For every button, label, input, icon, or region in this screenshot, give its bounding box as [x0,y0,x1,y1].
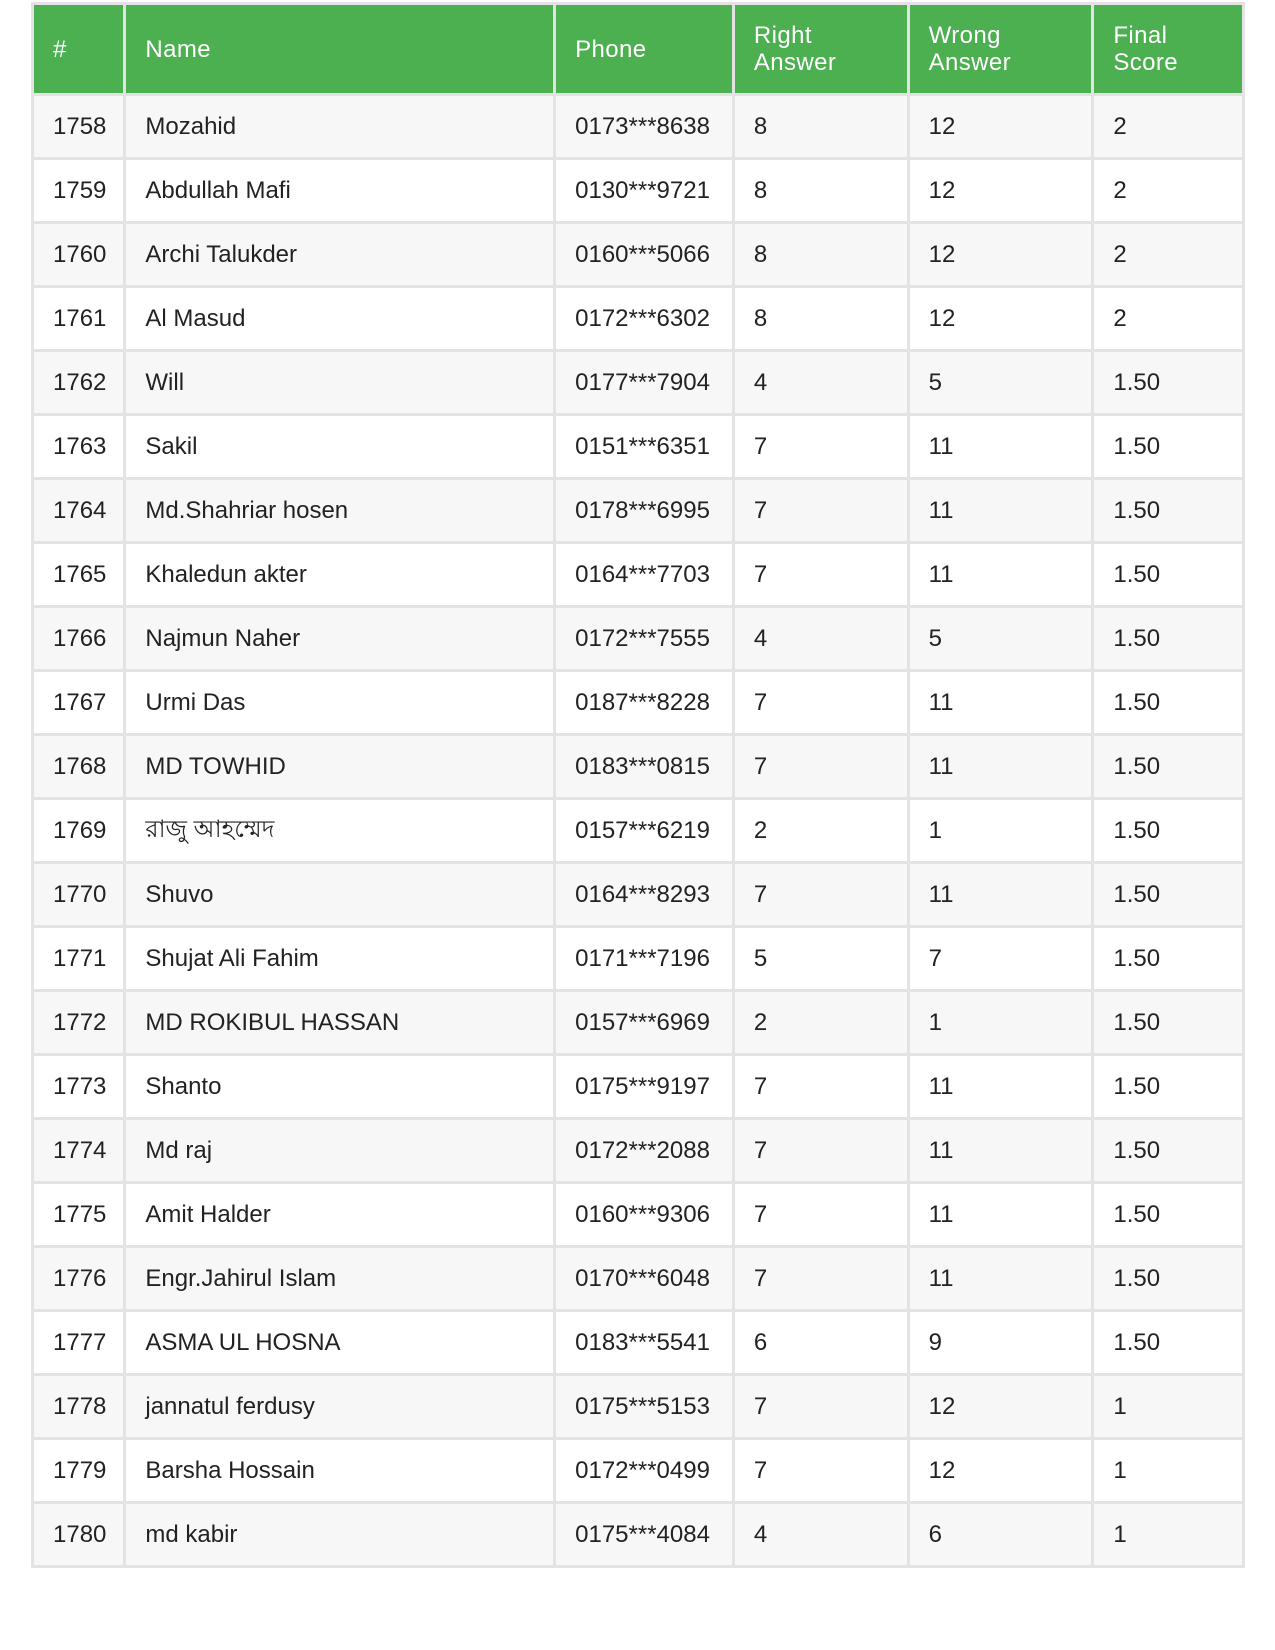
cell-name: Sakil [125,415,555,479]
cell-number: 1779 [33,1439,125,1503]
cell-name: Engr.Jahirul Islam [125,1247,555,1311]
cell-name: jannatul ferdusy [125,1375,555,1439]
cell-wrong-answer: 11 [908,671,1093,735]
cell-final-score: 1 [1093,1375,1244,1439]
cell-wrong-answer: 11 [908,415,1093,479]
cell-phone: 0164***7703 [555,543,734,607]
cell-wrong-answer: 11 [908,543,1093,607]
table-row [33,1183,1244,1247]
results-table [31,2,1245,1568]
column-header-final-score: Final Score [1093,4,1244,95]
cell-wrong-answer: 12 [908,95,1093,159]
cell-number: 1773 [33,1055,125,1119]
cell-number: 1762 [33,351,125,415]
cell-right-answer: 7 [733,863,908,927]
table-row [33,671,1244,735]
cell-final-score: 1.50 [1093,671,1244,735]
cell-wrong-answer: 1 [908,991,1093,1055]
table-row [33,735,1244,799]
cell-number: 1771 [33,927,125,991]
cell-number: 1775 [33,1183,125,1247]
cell-name: MD TOWHID [125,735,555,799]
cell-right-answer: 7 [733,1183,908,1247]
table-row [33,1439,1244,1503]
table-row [33,415,1244,479]
cell-wrong-answer: 12 [908,287,1093,351]
cell-final-score: 1 [1093,1439,1244,1503]
cell-right-answer: 7 [733,1439,908,1503]
cell-wrong-answer: 11 [908,1055,1093,1119]
cell-right-answer: 7 [733,671,908,735]
cell-wrong-answer: 11 [908,479,1093,543]
cell-number: 1759 [33,159,125,223]
cell-final-score: 1.50 [1093,415,1244,479]
cell-name: Amit Halder [125,1183,555,1247]
cell-final-score: 1.50 [1093,927,1244,991]
cell-number: 1780 [33,1503,125,1567]
table-row [33,799,1244,863]
cell-number: 1769 [33,799,125,863]
cell-name: Najmun Naher [125,607,555,671]
cell-final-score: 1 [1093,1503,1244,1567]
table-row [33,1247,1244,1311]
table-row [33,1055,1244,1119]
cell-phone: 0160***9306 [555,1183,734,1247]
cell-final-score: 1.50 [1093,1311,1244,1375]
cell-name: MD ROKIBUL HASSAN [125,991,555,1055]
cell-wrong-answer: 9 [908,1311,1093,1375]
cell-phone: 0187***8228 [555,671,734,735]
cell-wrong-answer: 7 [908,927,1093,991]
cell-final-score: 1.50 [1093,1247,1244,1311]
cell-name: Shujat Ali Fahim [125,927,555,991]
cell-phone: 0177***7904 [555,351,734,415]
cell-phone: 0160***5066 [555,223,734,287]
cell-final-score: 2 [1093,287,1244,351]
table-row [33,991,1244,1055]
cell-right-answer: 8 [733,223,908,287]
cell-number: 1772 [33,991,125,1055]
cell-phone: 0172***7555 [555,607,734,671]
cell-number: 1766 [33,607,125,671]
cell-wrong-answer: 11 [908,1247,1093,1311]
cell-wrong-answer: 11 [908,1183,1093,1247]
cell-phone: 0175***9197 [555,1055,734,1119]
cell-right-answer: 2 [733,799,908,863]
cell-wrong-answer: 6 [908,1503,1093,1567]
cell-final-score: 1.50 [1093,479,1244,543]
column-header-right-answer: Right Answer [733,4,908,95]
table-row [33,95,1244,159]
cell-name: Mozahid [125,95,555,159]
cell-wrong-answer: 1 [908,799,1093,863]
cell-phone: 0157***6969 [555,991,734,1055]
cell-right-answer: 5 [733,927,908,991]
cell-wrong-answer: 12 [908,1439,1093,1503]
cell-phone: 0130***9721 [555,159,734,223]
cell-number: 1768 [33,735,125,799]
cell-wrong-answer: 5 [908,607,1093,671]
cell-name: Shanto [125,1055,555,1119]
cell-phone: 0157***6219 [555,799,734,863]
cell-wrong-answer: 12 [908,159,1093,223]
cell-right-answer: 7 [733,1119,908,1183]
cell-number: 1776 [33,1247,125,1311]
cell-name: Barsha Hossain [125,1439,555,1503]
cell-number: 1767 [33,671,125,735]
cell-name: md kabir [125,1503,555,1567]
cell-number: 1763 [33,415,125,479]
cell-wrong-answer: 12 [908,223,1093,287]
cell-name: Abdullah Mafi [125,159,555,223]
cell-number: 1758 [33,95,125,159]
cell-right-answer: 4 [733,1503,908,1567]
cell-final-score: 1.50 [1093,1183,1244,1247]
cell-final-score: 1.50 [1093,1055,1244,1119]
table-row [33,1119,1244,1183]
cell-number: 1770 [33,863,125,927]
cell-right-answer: 8 [733,159,908,223]
cell-final-score: 1.50 [1093,991,1244,1055]
cell-right-answer: 4 [733,351,908,415]
cell-final-score: 1.50 [1093,735,1244,799]
cell-phone: 0178***6995 [555,479,734,543]
cell-name: Md raj [125,1119,555,1183]
cell-phone: 0175***4084 [555,1503,734,1567]
cell-name: Will [125,351,555,415]
cell-right-answer: 7 [733,415,908,479]
cell-number: 1760 [33,223,125,287]
cell-phone: 0164***8293 [555,863,734,927]
table-row [33,159,1244,223]
cell-right-answer: 8 [733,95,908,159]
cell-right-answer: 7 [733,479,908,543]
cell-name: Urmi Das [125,671,555,735]
table-row [33,543,1244,607]
cell-phone: 0172***0499 [555,1439,734,1503]
cell-phone: 0172***6302 [555,287,734,351]
cell-final-score: 1.50 [1093,543,1244,607]
cell-right-answer: 7 [733,735,908,799]
cell-name: Md.Shahriar hosen [125,479,555,543]
cell-final-score: 2 [1093,95,1244,159]
cell-final-score: 1.50 [1093,607,1244,671]
table-row [33,223,1244,287]
cell-final-score: 2 [1093,159,1244,223]
cell-final-score: 1.50 [1093,799,1244,863]
cell-phone: 0171***7196 [555,927,734,991]
column-header-phone: Phone [555,4,734,95]
cell-number: 1765 [33,543,125,607]
cell-name: রাজু আহম্মেদ [125,799,555,863]
cell-phone: 0170***6048 [555,1247,734,1311]
cell-phone: 0151***6351 [555,415,734,479]
cell-right-answer: 7 [733,543,908,607]
cell-name: Archi Talukder [125,223,555,287]
cell-name: ASMA UL HOSNA [125,1311,555,1375]
cell-phone: 0183***5541 [555,1311,734,1375]
cell-name: Shuvo [125,863,555,927]
cell-phone: 0172***2088 [555,1119,734,1183]
cell-phone: 0175***5153 [555,1375,734,1439]
cell-phone: 0183***0815 [555,735,734,799]
cell-phone: 0173***8638 [555,95,734,159]
table-row [33,1503,1244,1567]
cell-number: 1778 [33,1375,125,1439]
column-header-wrong-answer: Wrong Answer [908,4,1093,95]
cell-right-answer: 2 [733,991,908,1055]
cell-wrong-answer: 5 [908,351,1093,415]
cell-wrong-answer: 11 [908,735,1093,799]
table-row [33,287,1244,351]
cell-right-answer: 4 [733,607,908,671]
table-body [33,95,1244,1567]
cell-number: 1777 [33,1311,125,1375]
cell-final-score: 1.50 [1093,863,1244,927]
cell-right-answer: 6 [733,1311,908,1375]
cell-final-score: 1.50 [1093,1119,1244,1183]
cell-name: Al Masud [125,287,555,351]
table-row [33,863,1244,927]
table-header [33,4,1244,95]
cell-name: Khaledun akter [125,543,555,607]
cell-wrong-answer: 12 [908,1375,1093,1439]
header-row [33,4,1244,95]
table-row [33,351,1244,415]
cell-right-answer: 7 [733,1375,908,1439]
cell-wrong-answer: 11 [908,1119,1093,1183]
cell-right-answer: 7 [733,1055,908,1119]
cell-number: 1774 [33,1119,125,1183]
column-header-number: # [33,4,125,95]
cell-wrong-answer: 11 [908,863,1093,927]
table-row [33,479,1244,543]
cell-number: 1764 [33,479,125,543]
table-row [33,1375,1244,1439]
cell-number: 1761 [33,287,125,351]
table-row [33,607,1244,671]
cell-final-score: 1.50 [1093,351,1244,415]
cell-final-score: 2 [1093,223,1244,287]
cell-right-answer: 8 [733,287,908,351]
cell-right-answer: 7 [733,1247,908,1311]
column-header-name: Name [125,4,555,95]
table-row [33,1311,1244,1375]
table-row [33,927,1244,991]
